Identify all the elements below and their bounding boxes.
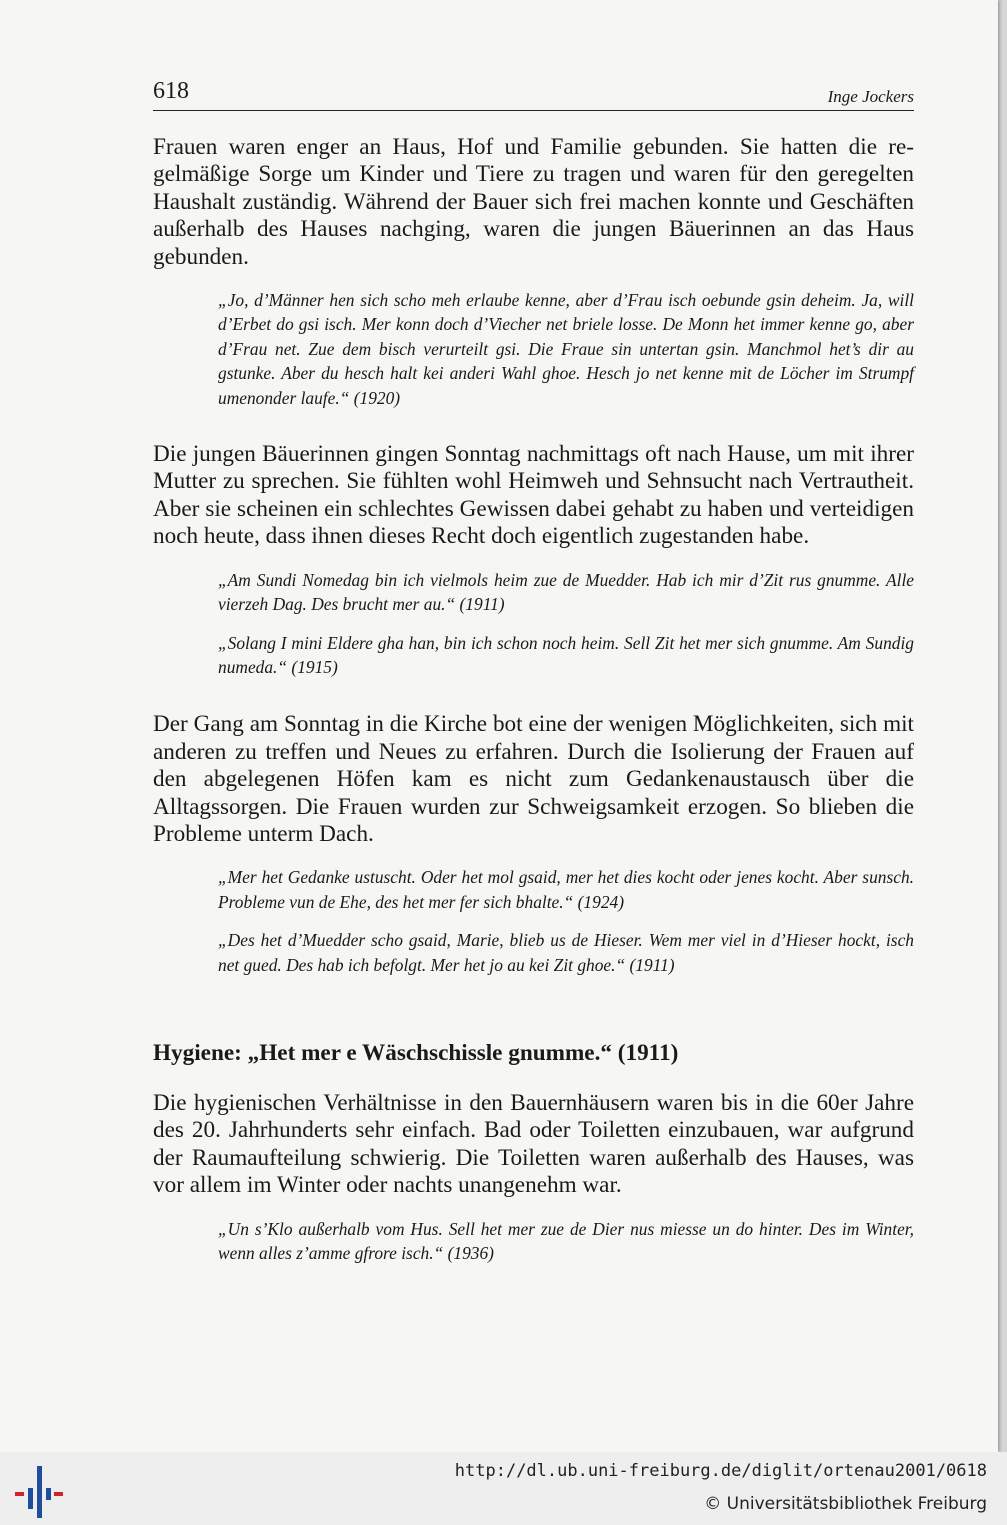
block-quote: „Des het d’Muedder scho gsaid, Marie, blieb us de Hieser. Wem mer viel in d’Hieser hockt, isch net gued. Des hab ich befolgt. Mer het jo au kei Zit ghoe.“ (1911) — [218, 930, 914, 975]
page-content — [153, 134, 914, 1265]
source-url-link[interactable]: http://dl.ub.uni-freiburg.de/diglit/ortenau2001/0618 — [454, 1461, 987, 1481]
block-quote: „Solang I mini Eldere gha han, bin ich schon noch heim. Sell Zit het mer sich gnumme. Am Sundig numeda.“ (1915) — [218, 632, 914, 677]
block-quote: „Mer het Gedanke ustuscht. Oder het mol gsaid, mer het dies kocht oder jenes kocht. Aber sunsch. Probleme vun de Ehe, des het mer fer sich bhalte.“ (1924) — [218, 867, 914, 912]
body-paragraph: Die jungen Bäuerinnen gingen Sonntag nachmittags oft nach Hause, um mit ihrer Mutter zu sprechen. Sie fühlten wohl Heimweh und Sehnsucht nach Vertrautheit. Aber sie scheinen ein schlechtes Gewissen dabei gehabt zu haben und verteidigen noch heute, dass ihnen dieses Recht doch eigentlich zugestanden habe. — [153, 441, 914, 550]
copyright-notice: © Universitätsbibliothek Freiburg — [704, 1494, 987, 1514]
block-quote: „Un s’Klo außerhalb vom Hus. Sell het mer zue de Dier nus miesse un do hinter. Des im Winter, wenn alles z’amme gfrore isch.“ (1936) — [218, 1218, 914, 1263]
body-paragraph: Die hygienischen Verhältnisse in den Bauernhäusern waren bis in die 60er Jahre des 20. Jahrhunderts sehr einfach. Bad oder Toiletten einzubauen, war aufgrund der Raumaufteilung schwierig. Die Toiletten waren außerhalb des Hauses, was vor allem im Winter oder nachts unangenehm war. — [153, 1089, 914, 1199]
block-quote: „Am Sundi Nomedag bin ich vielmols heim zue de Muedder. Hab ich mir d’Zit rus gnumme. Alle vierzeh Dag. Des brucht mer au.“ (1911) — [218, 569, 914, 615]
running-head: Inge Jockers — [827, 87, 914, 106]
page-number: 618 — [153, 78, 189, 104]
section-heading: Hygiene: „Het mer e Wäschschissle gnumme.“ (1911) — [153, 1039, 679, 1066]
body-paragraph: Frauen waren enger an Haus, Hof und Familie gebunden. Sie hatten die regelmäßige Sorge um Kinder und Tiere zu tragen und waren für den geregelten Haushalt zuständig. Während der Bauer sich frei machen konnte und Geschäften außerhalb des Hauses nachging, waren die jungen Bäuerinnen an das Haus gebunden. — [153, 134, 914, 270]
body-paragraph: Der Gang am Sonntag in die Kirche bot eine der wenigen Möglichkeiten, sich mit anderen zu treffen und Neues zu erfahren. Durch die Isolierung der Frauen auf den abgelegenen Höfen kam es nicht zum Gedankenaustausch über die Alltagssorgen. Die Frauen wurden zur Schweigsamkeit erzogen. So blieben die Probleme unterm Dach. — [153, 711, 914, 847]
block-quote: „Jo, d’Männer hen sich scho meh erlaube kenne, aber d’Frau isch oebunde gsin deheim. Ja, will d’Erbet do gsi isch. Mer konn doch d’Viecher net briele losse. De Monn het immer kenne go, aber d’Frau net. Zue dem bisch verurteilt gsi. Die Fraue sin untertan gsin. Manchmol het’s dir au gstunke. Aber du hesch halt kei anderi Wahl ghoe. Hesch jo net kenne mit de Löcher im Strumpf umenonder laufe.“ (1920) — [218, 290, 914, 408]
page-header — [153, 78, 914, 111]
ub-freiburg-logo-icon — [13, 1466, 65, 1518]
